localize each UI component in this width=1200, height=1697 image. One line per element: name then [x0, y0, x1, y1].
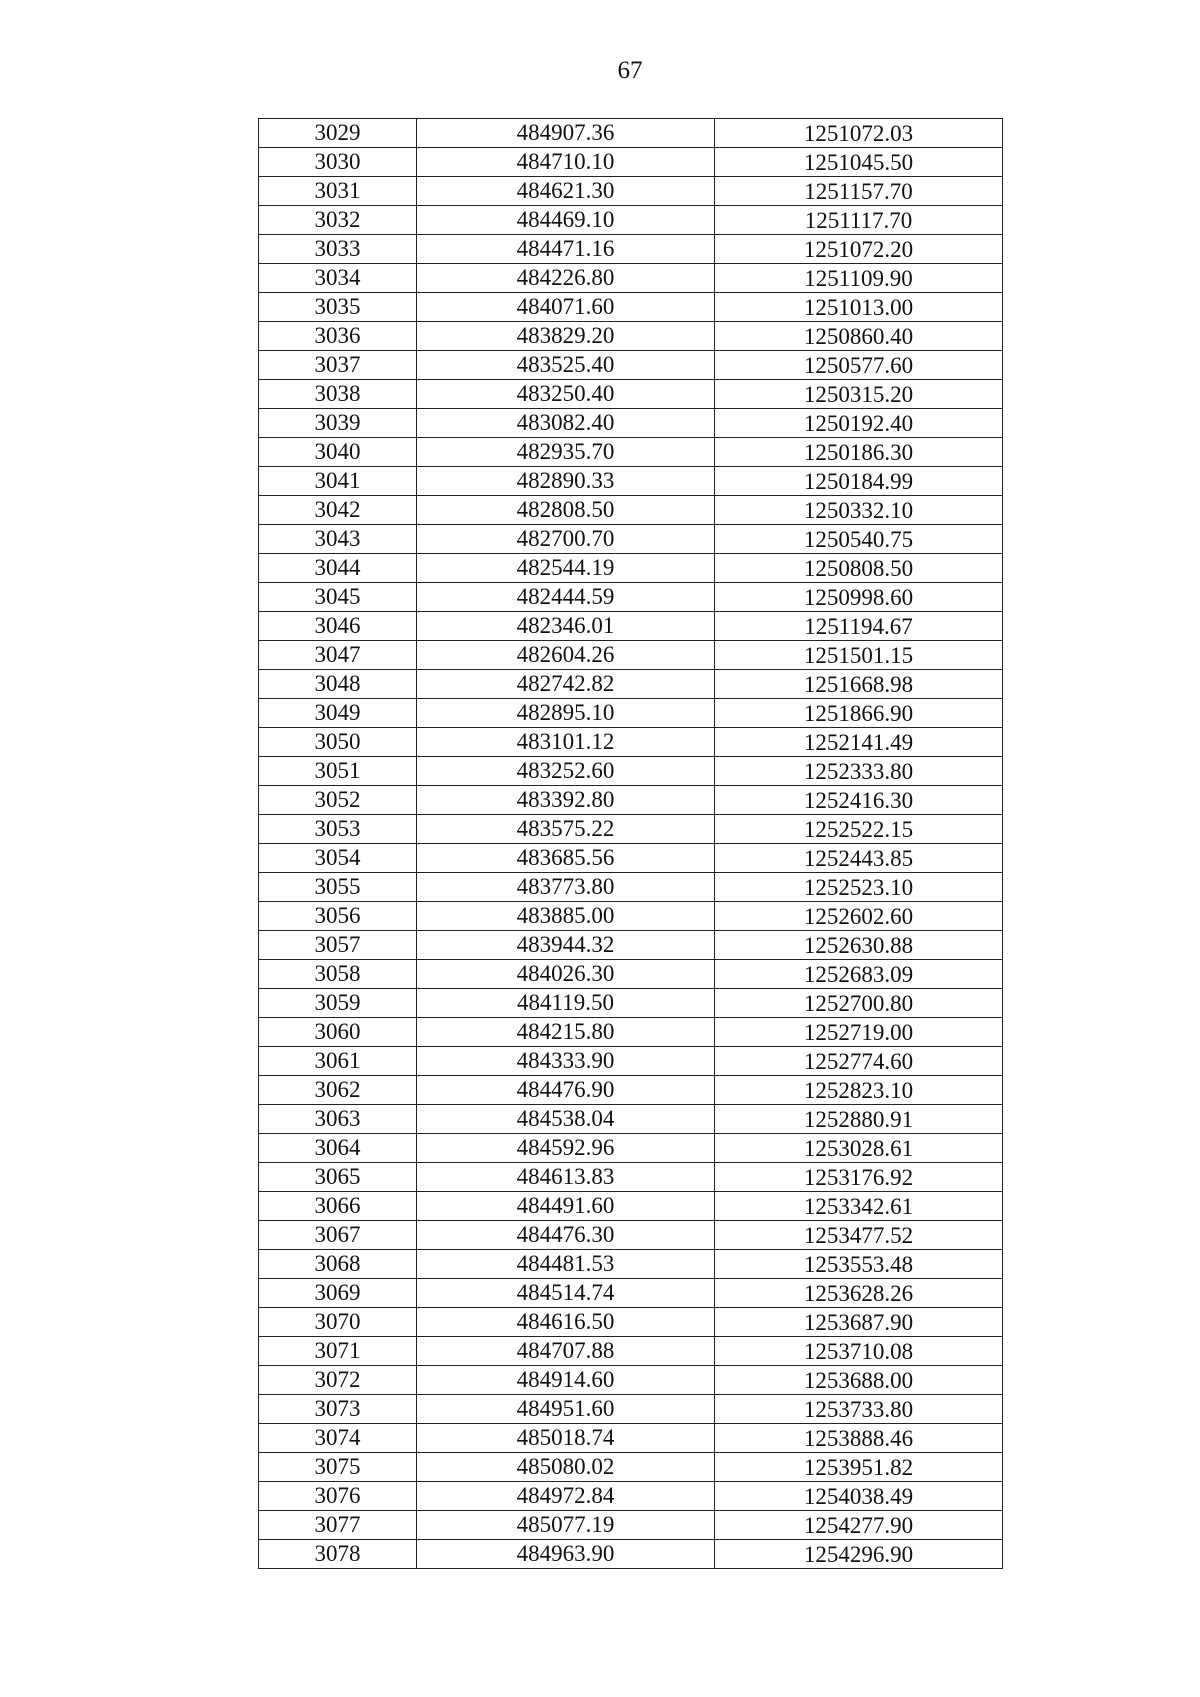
- point-number-cell: 3061: [259, 1047, 417, 1076]
- y-coordinate-cell: 1250998.60: [715, 583, 1003, 612]
- point-number-cell: 3040: [259, 438, 417, 467]
- x-coordinate-cell: 483685.56: [417, 844, 715, 873]
- y-coordinate-cell: 1253710.08: [715, 1337, 1003, 1366]
- y-coordinate-cell: 1252416.30: [715, 786, 1003, 815]
- y-coordinate-cell: 1252443.85: [715, 844, 1003, 873]
- table-row: [259, 438, 1003, 467]
- x-coordinate-cell: 483525.40: [417, 351, 715, 380]
- table-row: [259, 148, 1003, 177]
- table-row: [259, 844, 1003, 873]
- point-number-cell: 3074: [259, 1424, 417, 1453]
- table-row: [259, 322, 1003, 351]
- point-number-cell: 3065: [259, 1163, 417, 1192]
- page-number: 67: [617, 57, 643, 84]
- y-coordinate-cell: 1251501.15: [715, 641, 1003, 670]
- point-number-cell: 3036: [259, 322, 417, 351]
- table-row: [259, 815, 1003, 844]
- point-number-cell: 3032: [259, 206, 417, 235]
- point-number-cell: 3068: [259, 1250, 417, 1279]
- y-coordinate-cell: 1252523.10: [715, 873, 1003, 902]
- table-row: [259, 554, 1003, 583]
- point-number-cell: 3052: [259, 786, 417, 815]
- y-coordinate-cell: 1250332.10: [715, 496, 1003, 525]
- x-coordinate-cell: 484951.60: [417, 1395, 715, 1424]
- point-number-cell: 3078: [259, 1540, 417, 1569]
- x-coordinate-cell: 485080.02: [417, 1453, 715, 1482]
- point-number-cell: 3038: [259, 380, 417, 409]
- x-coordinate-cell: 482895.10: [417, 699, 715, 728]
- x-coordinate-cell: 483944.32: [417, 931, 715, 960]
- point-number-cell: 3044: [259, 554, 417, 583]
- x-coordinate-cell: 483829.20: [417, 322, 715, 351]
- table-row: [259, 1047, 1003, 1076]
- coordinates-table-body: [259, 119, 1003, 1569]
- y-coordinate-cell: 1252141.49: [715, 728, 1003, 757]
- x-coordinate-cell: 484914.60: [417, 1366, 715, 1395]
- x-coordinate-cell: 482890.33: [417, 467, 715, 496]
- x-coordinate-cell: 483885.00: [417, 902, 715, 931]
- table-row: [259, 728, 1003, 757]
- x-coordinate-cell: 483252.60: [417, 757, 715, 786]
- y-coordinate-cell: 1252522.15: [715, 815, 1003, 844]
- point-number-cell: 3054: [259, 844, 417, 873]
- x-coordinate-cell: 484481.53: [417, 1250, 715, 1279]
- table-row: [259, 119, 1003, 148]
- table-row: [259, 641, 1003, 670]
- table-row: [259, 206, 1003, 235]
- y-coordinate-cell: 1252774.60: [715, 1047, 1003, 1076]
- y-coordinate-cell: 1253687.90: [715, 1308, 1003, 1337]
- y-coordinate-cell: 1253342.61: [715, 1192, 1003, 1221]
- point-number-cell: 3039: [259, 409, 417, 438]
- y-coordinate-cell: 1250315.20: [715, 380, 1003, 409]
- y-coordinate-cell: 1251866.90: [715, 699, 1003, 728]
- table-row: [259, 757, 1003, 786]
- x-coordinate-cell: 484476.90: [417, 1076, 715, 1105]
- y-coordinate-cell: 1250860.40: [715, 322, 1003, 351]
- y-coordinate-cell: 1252880.91: [715, 1105, 1003, 1134]
- y-coordinate-cell: 1251045.50: [715, 148, 1003, 177]
- table-row: [259, 699, 1003, 728]
- point-number-cell: 3037: [259, 351, 417, 380]
- table-row: [259, 380, 1003, 409]
- point-number-cell: 3063: [259, 1105, 417, 1134]
- table-row: [259, 1424, 1003, 1453]
- y-coordinate-cell: 1251072.20: [715, 235, 1003, 264]
- point-number-cell: 3076: [259, 1482, 417, 1511]
- table-row: [259, 1076, 1003, 1105]
- point-number-cell: 3034: [259, 264, 417, 293]
- y-coordinate-cell: 1252683.09: [715, 960, 1003, 989]
- x-coordinate-cell: 484226.80: [417, 264, 715, 293]
- point-number-cell: 3064: [259, 1134, 417, 1163]
- x-coordinate-cell: 482935.70: [417, 438, 715, 467]
- coordinates-table: [258, 118, 1003, 1569]
- table-row: [259, 496, 1003, 525]
- y-coordinate-cell: 1250184.99: [715, 467, 1003, 496]
- x-coordinate-cell: 484469.10: [417, 206, 715, 235]
- y-coordinate-cell: 1253553.48: [715, 1250, 1003, 1279]
- y-coordinate-cell: 1253176.92: [715, 1163, 1003, 1192]
- x-coordinate-cell: 483575.22: [417, 815, 715, 844]
- x-coordinate-cell: 483392.80: [417, 786, 715, 815]
- y-coordinate-cell: 1251013.00: [715, 293, 1003, 322]
- table-row: [259, 1105, 1003, 1134]
- table-row: [259, 1308, 1003, 1337]
- table-row: [259, 989, 1003, 1018]
- y-coordinate-cell: 1252602.60: [715, 902, 1003, 931]
- point-number-cell: 3067: [259, 1221, 417, 1250]
- table-row: [259, 1453, 1003, 1482]
- y-coordinate-cell: 1253888.46: [715, 1424, 1003, 1453]
- x-coordinate-cell: 484972.84: [417, 1482, 715, 1511]
- x-coordinate-cell: 484710.10: [417, 148, 715, 177]
- x-coordinate-cell: 484119.50: [417, 989, 715, 1018]
- y-coordinate-cell: 1252333.80: [715, 757, 1003, 786]
- table-row: [259, 264, 1003, 293]
- table-row: [259, 1337, 1003, 1366]
- table-row: [259, 1163, 1003, 1192]
- y-coordinate-cell: 1253951.82: [715, 1453, 1003, 1482]
- table-row: [259, 177, 1003, 206]
- y-coordinate-cell: 1252700.80: [715, 989, 1003, 1018]
- y-coordinate-cell: 1251109.90: [715, 264, 1003, 293]
- x-coordinate-cell: 484621.30: [417, 177, 715, 206]
- y-coordinate-cell: 1250192.40: [715, 409, 1003, 438]
- point-number-cell: 3062: [259, 1076, 417, 1105]
- x-coordinate-cell: 482742.82: [417, 670, 715, 699]
- point-number-cell: 3046: [259, 612, 417, 641]
- point-number-cell: 3058: [259, 960, 417, 989]
- point-number-cell: 3048: [259, 670, 417, 699]
- table-row: [259, 583, 1003, 612]
- table-row: [259, 467, 1003, 496]
- point-number-cell: 3035: [259, 293, 417, 322]
- y-coordinate-cell: 1250577.60: [715, 351, 1003, 380]
- y-coordinate-cell: 1253733.80: [715, 1395, 1003, 1424]
- x-coordinate-cell: 484514.74: [417, 1279, 715, 1308]
- table-row: [259, 931, 1003, 960]
- point-number-cell: 3057: [259, 931, 417, 960]
- table-row: [259, 1511, 1003, 1540]
- table-row: [259, 525, 1003, 554]
- x-coordinate-cell: 482444.59: [417, 583, 715, 612]
- table-row: [259, 1482, 1003, 1511]
- point-number-cell: 3042: [259, 496, 417, 525]
- x-coordinate-cell: 484707.88: [417, 1337, 715, 1366]
- x-coordinate-cell: 484071.60: [417, 293, 715, 322]
- point-number-cell: 3055: [259, 873, 417, 902]
- x-coordinate-cell: 485018.74: [417, 1424, 715, 1453]
- x-coordinate-cell: 484616.50: [417, 1308, 715, 1337]
- table-row: [259, 1134, 1003, 1163]
- table-row: [259, 1540, 1003, 1569]
- y-coordinate-cell: 1253028.61: [715, 1134, 1003, 1163]
- x-coordinate-cell: 484471.16: [417, 235, 715, 264]
- x-coordinate-cell: 482346.01: [417, 612, 715, 641]
- x-coordinate-cell: 484907.36: [417, 119, 715, 148]
- point-number-cell: 3045: [259, 583, 417, 612]
- table-row: [259, 1221, 1003, 1250]
- point-number-cell: 3049: [259, 699, 417, 728]
- x-coordinate-cell: 484963.90: [417, 1540, 715, 1569]
- table-row: [259, 235, 1003, 264]
- y-coordinate-cell: 1253628.26: [715, 1279, 1003, 1308]
- point-number-cell: 3069: [259, 1279, 417, 1308]
- x-coordinate-cell: 482700.70: [417, 525, 715, 554]
- y-coordinate-cell: 1250540.75: [715, 525, 1003, 554]
- x-coordinate-cell: 483773.80: [417, 873, 715, 902]
- x-coordinate-cell: 483250.40: [417, 380, 715, 409]
- point-number-cell: 3043: [259, 525, 417, 554]
- x-coordinate-cell: 482544.19: [417, 554, 715, 583]
- table-row: [259, 960, 1003, 989]
- y-coordinate-cell: 1250808.50: [715, 554, 1003, 583]
- x-coordinate-cell: 484592.96: [417, 1134, 715, 1163]
- table-row: [259, 902, 1003, 931]
- table-row: [259, 1018, 1003, 1047]
- point-number-cell: 3050: [259, 728, 417, 757]
- x-coordinate-cell: 482808.50: [417, 496, 715, 525]
- point-number-cell: 3071: [259, 1337, 417, 1366]
- x-coordinate-cell: 483101.12: [417, 728, 715, 757]
- y-coordinate-cell: 1254038.49: [715, 1482, 1003, 1511]
- point-number-cell: 3041: [259, 467, 417, 496]
- table-row: [259, 1250, 1003, 1279]
- x-coordinate-cell: 484491.60: [417, 1192, 715, 1221]
- table-row: [259, 351, 1003, 380]
- x-coordinate-cell: 484538.04: [417, 1105, 715, 1134]
- point-number-cell: 3073: [259, 1395, 417, 1424]
- point-number-cell: 3030: [259, 148, 417, 177]
- y-coordinate-cell: 1251194.67: [715, 612, 1003, 641]
- y-coordinate-cell: 1250186.30: [715, 438, 1003, 467]
- x-coordinate-cell: 485077.19: [417, 1511, 715, 1540]
- x-coordinate-cell: 483082.40: [417, 409, 715, 438]
- point-number-cell: 3031: [259, 177, 417, 206]
- y-coordinate-cell: 1252630.88: [715, 931, 1003, 960]
- y-coordinate-cell: 1254296.90: [715, 1540, 1003, 1569]
- point-number-cell: 3059: [259, 989, 417, 1018]
- y-coordinate-cell: 1253477.52: [715, 1221, 1003, 1250]
- y-coordinate-cell: 1251668.98: [715, 670, 1003, 699]
- point-number-cell: 3066: [259, 1192, 417, 1221]
- table-row: [259, 1395, 1003, 1424]
- point-number-cell: 3077: [259, 1511, 417, 1540]
- table-row: [259, 1279, 1003, 1308]
- table-row: [259, 670, 1003, 699]
- table-row: [259, 612, 1003, 641]
- point-number-cell: 3072: [259, 1366, 417, 1395]
- point-number-cell: 3051: [259, 757, 417, 786]
- table-row: [259, 409, 1003, 438]
- y-coordinate-cell: 1251072.03: [715, 119, 1003, 148]
- table-row: [259, 293, 1003, 322]
- point-number-cell: 3070: [259, 1308, 417, 1337]
- point-number-cell: 3075: [259, 1453, 417, 1482]
- y-coordinate-cell: 1254277.90: [715, 1511, 1003, 1540]
- x-coordinate-cell: 484215.80: [417, 1018, 715, 1047]
- y-coordinate-cell: 1251117.70: [715, 206, 1003, 235]
- table-row: [259, 786, 1003, 815]
- y-coordinate-cell: 1252719.00: [715, 1018, 1003, 1047]
- table-row: [259, 1366, 1003, 1395]
- table-row: [259, 1192, 1003, 1221]
- point-number-cell: 3056: [259, 902, 417, 931]
- point-number-cell: 3060: [259, 1018, 417, 1047]
- y-coordinate-cell: 1251157.70: [715, 177, 1003, 206]
- point-number-cell: 3029: [259, 119, 417, 148]
- y-coordinate-cell: 1252823.10: [715, 1076, 1003, 1105]
- x-coordinate-cell: 484333.90: [417, 1047, 715, 1076]
- x-coordinate-cell: 484026.30: [417, 960, 715, 989]
- table-row: [259, 873, 1003, 902]
- point-number-cell: 3053: [259, 815, 417, 844]
- x-coordinate-cell: 484613.83: [417, 1163, 715, 1192]
- point-number-cell: 3047: [259, 641, 417, 670]
- y-coordinate-cell: 1253688.00: [715, 1366, 1003, 1395]
- x-coordinate-cell: 484476.30: [417, 1221, 715, 1250]
- x-coordinate-cell: 482604.26: [417, 641, 715, 670]
- point-number-cell: 3033: [259, 235, 417, 264]
